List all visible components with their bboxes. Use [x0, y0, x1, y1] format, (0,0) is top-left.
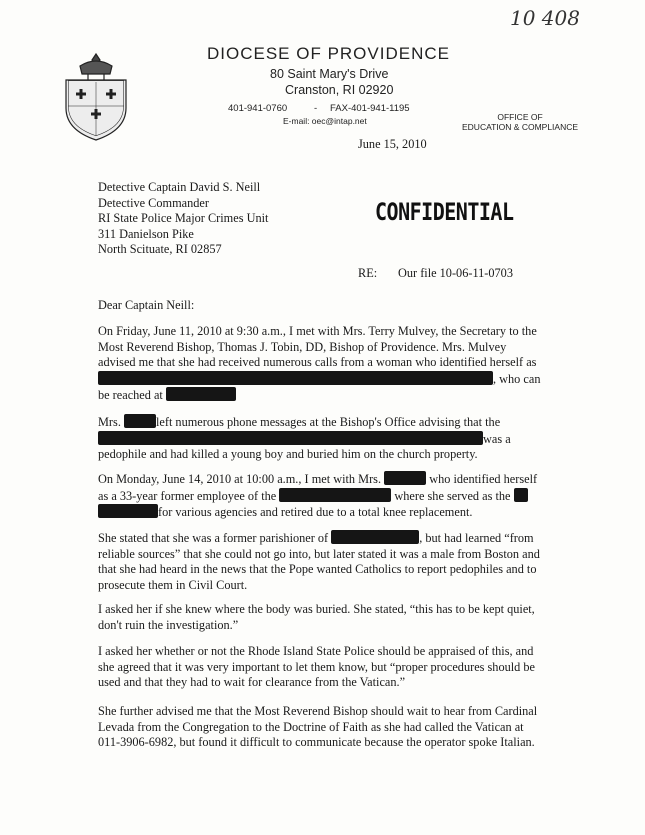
letter-date: June 15, 2010	[358, 137, 427, 151]
redaction-block	[384, 471, 426, 485]
office-line-2: EDUCATION & COMPLIANCE	[462, 122, 579, 132]
p3-line-2-mid: where she served as the	[394, 488, 511, 503]
p2-line-2-end: was a	[483, 431, 511, 446]
p1-line-2: Most Reverend Bishop, Thomas J. Tobin, DD, Bishop of Providence. Mrs. Mulvey	[98, 339, 507, 354]
p5-line-1: I asked her if she knew where the body was buried. She stated, “this has to be kept quiet,	[98, 602, 535, 616]
redaction-block	[166, 387, 236, 401]
p6-line-3: used and that they had to wait for clearance from the Vatican.”	[98, 675, 406, 689]
p4-line-2: reliable sources” that she could not go into, but later stated it was a male from Boston and	[98, 546, 540, 561]
p1-line-3: advised me that she had received numerous calls from a woman who identified herself as	[98, 355, 537, 369]
p6-line-2: she agreed that it was very important to let them know, but “proper procedures should be	[98, 659, 535, 674]
office-name	[462, 112, 578, 132]
redaction-block	[98, 371, 493, 385]
address-line-1: 80 Saint Mary's Drive	[270, 67, 389, 81]
redaction-block	[514, 488, 528, 502]
paragraph-7	[98, 704, 553, 751]
recipient-title: Detective Commander	[98, 195, 209, 210]
p3-line-3-end: for various agencies and retired due to a total knee replacement.	[158, 505, 473, 519]
p4-line-1-start: She stated that she was a former parishioner of	[98, 531, 329, 545]
p7-line-1: She further advised me that the Most Reverend Bishop should wait to hear from Cardinal	[98, 704, 538, 718]
p7-line-3: 011-3906-6982, but found it difficult to communicate because the operator spoke Italian.	[98, 735, 535, 749]
recipient-address	[98, 180, 268, 258]
paragraph-2	[98, 414, 553, 463]
p4-line-3: that she had heard in the news that the Pope wanted Catholics to report pedophiles and to	[98, 562, 537, 576]
p2-line-1	[98, 414, 553, 431]
p2-line-1-start: Mrs.	[98, 415, 121, 429]
phone-number: 401-941-0760	[228, 103, 288, 114]
redaction-block	[279, 488, 391, 502]
p6-line-1: I asked her whether or not the Rhode Island State Police should be appraised of this, and	[98, 644, 534, 658]
p7-line-2: Levada from the Congregation to the Doctrine of Faith as she had called the Vatican at	[98, 719, 524, 734]
p2-line-2	[98, 431, 553, 448]
paragraph-3	[98, 471, 553, 521]
p3-line-2-start: as a 33-year former employee of the	[98, 488, 277, 503]
handwritten-file-number: 10 408	[510, 6, 580, 30]
p1-line-4-end: , who can	[493, 371, 541, 386]
p1-line-4	[98, 371, 553, 388]
p4-line-4: prosecute them in Civil Court.	[98, 577, 248, 592]
organization-name: DIOCESE OF PROVIDENCE	[207, 44, 450, 63]
address-line-2: Cranston, RI 02920	[285, 83, 394, 97]
redaction-block	[331, 530, 419, 544]
email-address: E-mail: oec@intap.net	[283, 116, 367, 126]
confidential-stamp: CONFIDENTIAL	[375, 197, 514, 226]
p3-line-1-end: who identified herself	[429, 472, 538, 486]
re-file-number: Our file 10-06-11-0703	[398, 266, 513, 280]
p5-line-2: don't ruin the investigation.”	[98, 617, 239, 632]
p3-line-2	[98, 488, 553, 505]
p4-line-1	[98, 530, 553, 547]
re-label: RE:	[358, 266, 378, 280]
paragraph-4	[98, 530, 553, 593]
p3-line-3	[98, 504, 553, 521]
p1-line-5-start: be reached at	[98, 388, 163, 402]
fax-number: FAX-401-941-1195	[330, 103, 410, 114]
paragraph-5	[98, 602, 553, 633]
p3-line-1	[98, 471, 553, 488]
phone-separator: -	[314, 103, 318, 114]
redaction-block	[98, 431, 483, 445]
salutation: Dear Captain Neill:	[98, 298, 195, 312]
redaction-block	[124, 414, 156, 428]
p2-line-1-end: left numerous phone messages at the Bishop's Office advising that the	[155, 415, 501, 429]
p4-line-1-end: , but had learned “from	[419, 531, 534, 545]
paragraph-1	[98, 324, 553, 404]
p2-line-3: pedophile and had killed a young boy and buried him on the church property.	[98, 447, 478, 461]
recipient-street: 311 Danielson Pike	[98, 226, 194, 241]
recipient-unit: RI State Police Major Crimes Unit	[98, 211, 269, 225]
paragraph-6	[98, 644, 553, 691]
recipient-name: Detective Captain David S. Neill	[98, 180, 261, 194]
p3-line-1-start: On Monday, June 14, 2010 at 10:00 a.m., I met with Mrs.	[98, 472, 382, 486]
p1-line-1: On Friday, June 11, 2010 at 9:30 a.m., I met with Mrs. Terry Mulvey, the Secretary to the	[98, 324, 537, 338]
diocese-seal-icon	[58, 50, 134, 144]
office-line-1: OFFICE OF	[497, 112, 543, 122]
p1-line-5	[98, 387, 553, 404]
redaction-block	[98, 504, 158, 518]
recipient-city: North Scituate, RI 02857	[98, 242, 222, 256]
